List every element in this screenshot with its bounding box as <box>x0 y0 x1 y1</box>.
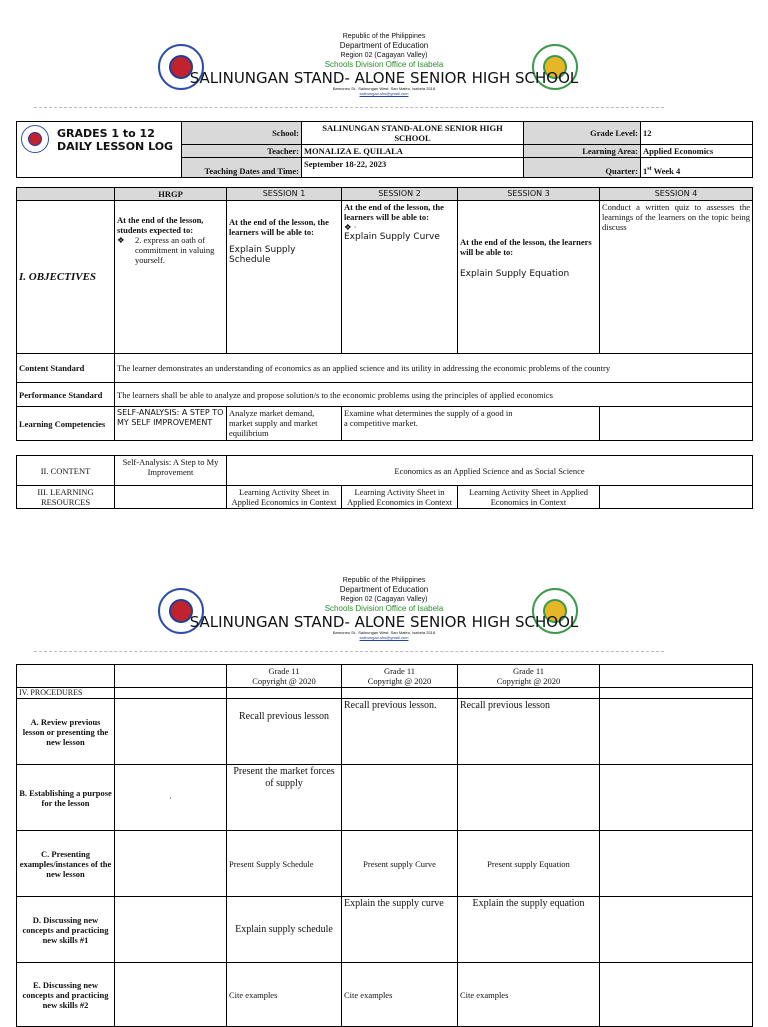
resources-session-2: Learning Activity Sheet in Applied Economics in Context <box>342 486 458 509</box>
proc-b-session-2 <box>342 765 458 831</box>
teacher-value: MONALIZA E. QUILALA <box>302 145 524 158</box>
proc-b-session-1: Present the market forces of supply <box>227 765 342 831</box>
objectives-session-1: At the end of the lesson, the learners will be able to: Explain Supply Schedule <box>227 201 342 354</box>
proc-c-label: C. Presenting examples/instances of the new lesson <box>17 831 115 897</box>
resources-session-3: Learning Activity Sheet in Applied Economics in Context <box>458 486 600 509</box>
learning-area-label: Learning Area: <box>524 145 641 158</box>
grade-session-3: Grade 11 Copyright @ 2020 <box>458 665 600 688</box>
grade-session-4 <box>600 665 753 688</box>
address-line: Bamoneo St., Salinungan West, San Mateo, Isabela 3318 <box>332 630 436 635</box>
proc-b-session-3 <box>458 765 600 831</box>
content-standard-label: Content Standard <box>17 354 115 383</box>
proc-c-session-2: Present supply Curve <box>342 831 458 897</box>
proc-b-hrgp: · <box>115 765 227 831</box>
email-link[interactable]: salinungan.shs@gmail.com <box>359 91 409 96</box>
competencies-hrgp: SELF-ANALYSIS: A STEP TO MY SELF IMPROVEMENT <box>115 407 227 441</box>
performance-standard-label: Performance Standard <box>17 383 115 407</box>
resources-label: III. LEARNING RESOURCES <box>17 486 115 509</box>
proc-c-session-4 <box>600 831 753 897</box>
region-line: Region 02 (Cagayan Valley) <box>340 52 428 59</box>
proc-d-session-3: Explain the supply equation <box>458 897 600 963</box>
resources-session-1: Learning Activity Sheet in Applied Economics in Context <box>227 486 342 509</box>
grade-session-2: Grade 11 Copyright @ 2020 <box>342 665 458 688</box>
quarter-value: 1st Week 4 <box>641 158 753 178</box>
grade-level-label: Grade Level: <box>524 122 641 145</box>
proc-c-session-1: Present Supply Schedule <box>227 831 342 897</box>
objectives-session-4: Conduct a written quiz to assesses the learnings of the learners on the topic being discuss <box>600 201 753 354</box>
content-standard-text: The learner demonstrates an understanding of economics as an applied science and its utility in addressing the economic problems of the country <box>115 354 753 383</box>
grade-session-1: Grade 11 Copyright @ 2020 <box>227 665 342 688</box>
content-label: II. CONTENT <box>17 456 115 486</box>
proc-e-session-3: Cite examples <box>458 963 600 1027</box>
email-link[interactable]: salinungan.shs@gmail.com <box>359 635 409 640</box>
proc-b-session-4 <box>600 765 753 831</box>
proc-b-label: B. Establishing a purpose for the lesson <box>17 765 115 831</box>
col-session-1: SESSION 1 <box>227 188 342 201</box>
deped-seal-small-icon <box>21 125 49 153</box>
resources-session-4 <box>600 486 753 509</box>
content-main: Economics as an Applied Science and as Social Science <box>227 456 753 486</box>
learning-area-value: Applied Economics <box>641 145 753 158</box>
proc-d-session-1: Explain supply schedule <box>227 897 342 963</box>
objectives-table <box>16 187 753 441</box>
objectives-label: I. OBJECTIVES <box>17 201 115 354</box>
proc-c-session-3: Present supply Equation <box>458 831 600 897</box>
proc-a-label: A. Review previous lesson or presenting the new lesson <box>17 699 115 765</box>
corner-cell <box>17 188 115 201</box>
teacher-label: Teacher: <box>182 145 302 158</box>
dates-label: Teaching Dates and Time: <box>182 158 302 178</box>
procedures-label: IV. PROCEDURES <box>17 688 115 699</box>
proc-e-session-4 <box>600 963 753 1027</box>
proc-d-session-2: Explain the supply curve <box>342 897 458 963</box>
col-session-4: SESSION 4 <box>600 188 753 201</box>
proc-d-session-4 <box>600 897 753 963</box>
proc-c-hrgp <box>115 831 227 897</box>
proc-d-hrgp <box>115 897 227 963</box>
republic-line: Republic of the Philippines <box>342 577 426 584</box>
address-line: Bamoneo St., Salinungan West, San Mateo, Isabela 3318 <box>332 86 436 91</box>
content-table <box>16 455 753 509</box>
region-line: Region 02 (Cagayan Valley) <box>340 596 428 603</box>
proc-a-session-1: Recall previous lesson <box>227 699 342 765</box>
proc-e-hrgp <box>115 963 227 1027</box>
department-line: Department of Education <box>339 585 429 594</box>
competencies-session-4 <box>600 407 753 441</box>
procedures-table <box>16 664 753 1027</box>
republic-line: Republic of the Philippines <box>342 33 426 40</box>
objectives-session-2: At the end of the lesson, the learners will be able to: ❖ · Explain Supply Curve <box>342 201 458 354</box>
letterhead-1 <box>0 32 768 112</box>
proc-d-label: D. Discussing new concepts and practicing new skills #1 <box>17 897 115 963</box>
col-session-3: SESSION 3 <box>458 188 600 201</box>
col-session-2: SESSION 2 <box>342 188 458 201</box>
proc-e-session-1: Cite examples <box>227 963 342 1027</box>
dates-value: September 18-22, 2023 <box>302 158 524 178</box>
performance-standard-text: The learners shall be able to analyze and propose solution/s to the economic problems using the principles of applied economics <box>115 383 753 407</box>
proc-a-session-4 <box>600 699 753 765</box>
proc-e-session-2: Cite examples <box>342 963 458 1027</box>
quarter-label: Quarter: <box>524 158 641 178</box>
school-value: SALINUNGAN STAND-ALONE SENIOR HIGH SCHOOL <box>302 122 524 145</box>
lesson-log-header <box>16 121 753 178</box>
resources-hrgp <box>115 486 227 509</box>
division-line: Schools Division Office of Isabela <box>324 60 444 69</box>
objectives-session-3: At the end of the lesson, the learners will be able to: Explain Supply Equation <box>458 201 600 354</box>
school-label: School: <box>182 122 302 145</box>
proc-a-hrgp <box>115 699 227 765</box>
log-title-1: GRADES 1 to 12 <box>57 127 155 140</box>
school-name: SALINUNGAN STAND- ALONE SENIOR HIGH SCHOOL <box>189 69 579 87</box>
grade-hrgp <box>115 665 227 688</box>
objectives-hrgp: At the end of the lesson, students expected to: ❖ 2. express an oath of commitment in valuing yourself. <box>115 201 227 354</box>
proc-e-label: E. Discussing new concepts and practicing new skills #2 <box>17 963 115 1027</box>
school-name: SALINUNGAN STAND- ALONE SENIOR HIGH SCHOOL <box>189 613 579 631</box>
competencies-session-2: Examine what determines the supply of a good in a competitive market. <box>342 407 600 441</box>
grade-level-value: 12 <box>641 122 753 145</box>
proc-a-session-3: Recall previous lesson <box>458 699 600 765</box>
content-hrgp: Self-Analysis: A Step to My Improvement <box>115 456 227 486</box>
letterhead-2 <box>0 576 768 656</box>
log-title-2: DAILY LESSON LOG <box>57 140 174 153</box>
department-line: Department of Education <box>339 41 429 50</box>
division-line: Schools Division Office of Isabela <box>324 604 444 613</box>
competencies-session-1: Analyze market demand, market supply and market equilibrium <box>227 407 342 441</box>
corner-cell-2 <box>17 665 115 688</box>
proc-a-session-2: Recall previous lesson. <box>342 699 458 765</box>
col-hrgp: HRGP <box>115 188 227 201</box>
competencies-label: Learning Competencies <box>17 407 115 441</box>
